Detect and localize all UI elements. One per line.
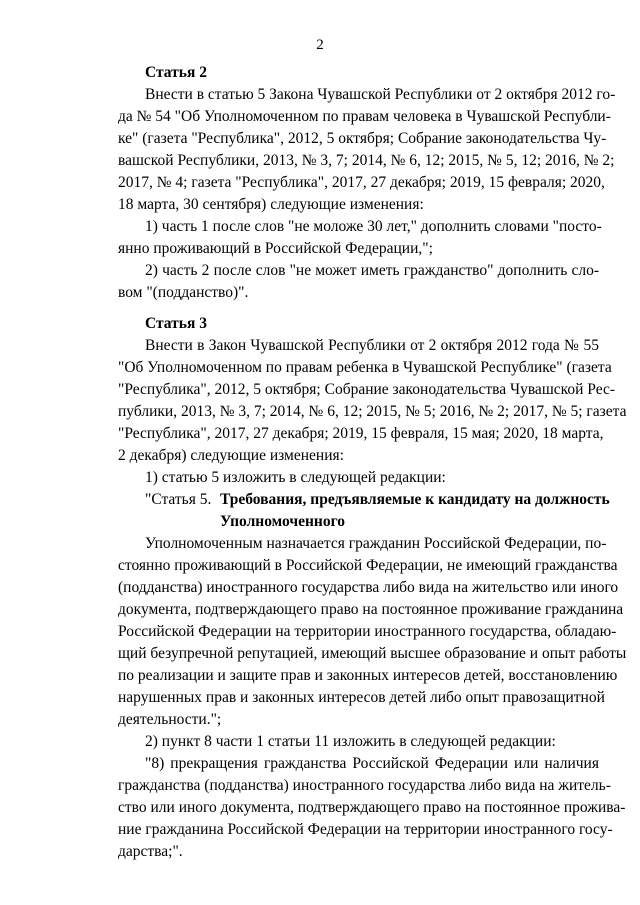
article-2-item-1-line: 1) часть 1 после слов "не моложе 30 лет," дополнить словами "посто-: [145, 218, 602, 235]
article-2-intro-line: вашской Республики, 2013, № 3, 7; 2014, № 6, 12; 2015, № 5, 12; 2016, № 2;: [118, 152, 615, 169]
article-2-intro-line: да № 54 "Об Уполномоченном по правам человека в Чувашской Республи-: [118, 108, 611, 125]
quoted-article-body-line: стоянно проживающий в Российской Федерации, не имеющий гражданства: [118, 557, 618, 574]
quoted-article-title-line: Уполномоченного: [220, 513, 345, 530]
article-2-intro-line: ке" (газета "Республика", 2012, 5 октября; Собрание законодательства Чу-: [118, 130, 607, 147]
quoted-article-body-line: документа, подтверждающего право на постоянное проживание гражданина: [118, 601, 624, 618]
article-3-intro-line: "Республика", 2012, 5 октября; Собрание законодательства Чувашской Рес-: [118, 381, 616, 398]
article-2-item-2-line: 2) часть 2 после слов "не может иметь гражданство" дополнить сло-: [145, 262, 599, 279]
quoted-item-8-line: гражданства (подданства) иностранного государства либо вида на житель-: [118, 777, 611, 794]
quoted-article-label: "Статья 5.: [145, 491, 212, 508]
quoted-item-8-line: дарства;".: [118, 843, 183, 860]
article-3-intro-line: "Республика", 2017, 27 декабря; 2019, 15 февраля, 15 мая; 2020, 18 марта,: [118, 425, 604, 442]
article-3-intro-line: публики, 2013, № 3, 7; 2014, № 6, 12; 2015, № 5; 2016, № 2; 2017, № 5; газета: [118, 403, 627, 420]
article-2-intro-line: Внести в статью 5 Закона Чувашской Республики от 2 октября 2012 го-: [145, 86, 616, 103]
article-2-intro-line: 18 марта, 30 сентября) следующие изменения:: [118, 196, 424, 213]
quoted-item-8-line: "8) прекращения гражданства Российской Федерации или наличия: [145, 755, 599, 772]
quoted-article-body-line: Уполномоченным назначается гражданин Российской Федерации, по-: [145, 535, 607, 552]
article-2-intro-line: 2017, № 4; газета "Республика", 2017, 27 декабря; 2019, 15 февраля; 2020,: [118, 174, 605, 191]
quoted-article-body-line: Российской Федерации на территории иностранного государства, обладаю-: [118, 623, 617, 640]
quoted-article-body-line: по реализации и защите прав и законных интересов детей, восстановлению: [118, 667, 618, 684]
quoted-article-body-line: щий безупречной репутацией, имеющий высшее образование и опыт работы: [118, 645, 627, 662]
article-3-intro-line: "Об Уполномоченном по правам ребенка в Чувашской Республике" (газета: [118, 359, 612, 376]
quoted-article-title-line: Требования, предъявляемые к кандидату на должность: [220, 491, 610, 508]
article-2-item-2-line: вом "(подданство)".: [118, 284, 249, 301]
page-number: 2: [316, 37, 324, 53]
article-3-item-2: 2) пункт 8 части 1 статьи 11 изложить в следующей редакции:: [145, 733, 556, 750]
article-3-heading: Статья 3: [145, 315, 207, 332]
quoted-item-8-line: ство или иного документа, подтверждающего право на постоянное прожива-: [118, 799, 626, 816]
article-3-intro-line: 2 декабря) следующие изменения:: [118, 447, 344, 464]
quoted-item-8-line: ние гражданина Российской Федерации на территории иностранного госу-: [118, 821, 613, 838]
article-3-intro-line: Внести в Закон Чувашской Республики от 2 октября 2012 года № 55: [145, 337, 599, 354]
article-2-item-1-line: янно проживающий в Российской Федерации,";: [118, 240, 433, 257]
quoted-article-body-line: (подданства) иностранного государства либо вида на жительство или иного: [118, 579, 619, 596]
quoted-article-body-line: нарушенных прав и законных интересов детей либо опыт правозащитной: [118, 689, 605, 706]
quoted-article-body-line: деятельности.";: [118, 711, 222, 728]
article-3-item-1: 1) статью 5 изложить в следующей редакции:: [145, 469, 446, 486]
article-2-heading: Статья 2: [145, 64, 207, 81]
